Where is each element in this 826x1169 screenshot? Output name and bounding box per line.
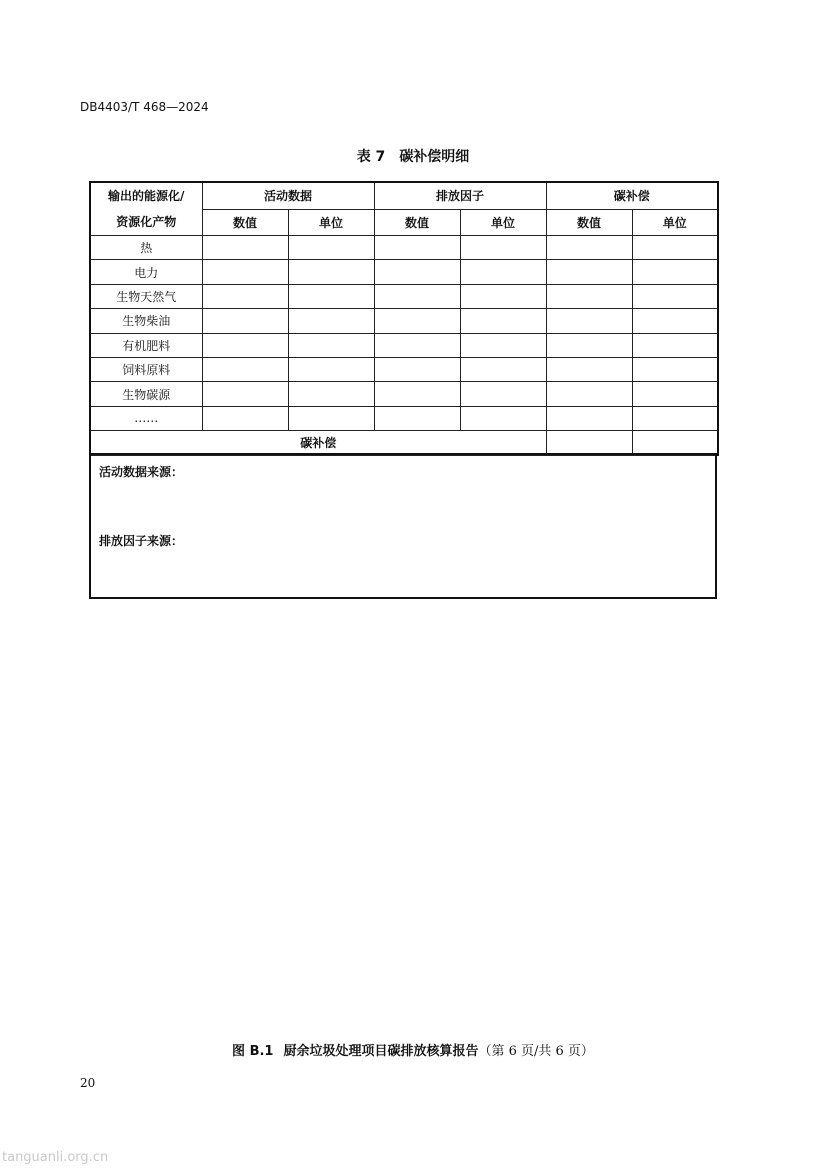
figure-caption bbox=[0, 1040, 826, 1059]
carbon-offset-table bbox=[89, 181, 719, 456]
product-label: 饲料原料 bbox=[90, 357, 202, 381]
table-cell bbox=[374, 406, 460, 430]
table-cell bbox=[374, 357, 460, 381]
product-label: 热 bbox=[90, 236, 202, 260]
document-code: DB4403/T 468—2024 bbox=[80, 100, 209, 114]
subheader-cell: 单位 bbox=[288, 209, 374, 236]
table-cell bbox=[374, 284, 460, 308]
watermark: tanguanli.org.cn bbox=[2, 1150, 109, 1165]
table-cell bbox=[632, 431, 718, 455]
table-cell bbox=[460, 236, 546, 260]
product-label: 生物碳源 bbox=[90, 382, 202, 406]
group-header-carbon-offset: 碳补偿 bbox=[546, 182, 718, 209]
table-row bbox=[90, 382, 718, 406]
table-cell bbox=[202, 236, 288, 260]
table-cell bbox=[632, 333, 718, 357]
product-label: 生物柴油 bbox=[90, 309, 202, 333]
table-cell bbox=[288, 236, 374, 260]
table-cell bbox=[632, 236, 718, 260]
table-cell bbox=[460, 406, 546, 430]
table-cell bbox=[288, 284, 374, 308]
table-cell bbox=[374, 309, 460, 333]
group-header-activity: 活动数据 bbox=[202, 182, 374, 209]
table-cell bbox=[460, 284, 546, 308]
table-cell bbox=[460, 357, 546, 381]
subheader-cell: 数值 bbox=[202, 209, 288, 236]
table-cell bbox=[374, 236, 460, 260]
table-cell bbox=[460, 260, 546, 284]
table-cell bbox=[460, 382, 546, 406]
table-cell bbox=[288, 406, 374, 430]
subheader-cell: 数值 bbox=[546, 209, 632, 236]
row-header-cell bbox=[90, 182, 202, 236]
table-cell bbox=[632, 382, 718, 406]
product-label: 电力 bbox=[90, 260, 202, 284]
table-cell bbox=[632, 284, 718, 308]
table-cell bbox=[460, 333, 546, 357]
sources-box bbox=[89, 453, 717, 599]
table-row bbox=[90, 284, 718, 308]
row-header-line-1: 输出的能源化/ bbox=[108, 189, 185, 203]
table-row bbox=[90, 236, 718, 260]
product-label: …… bbox=[90, 406, 202, 430]
table-cell bbox=[546, 357, 632, 381]
table-cell bbox=[202, 284, 288, 308]
table-cell bbox=[546, 284, 632, 308]
table-row bbox=[90, 309, 718, 333]
table-title bbox=[0, 146, 826, 166]
product-label: 有机肥料 bbox=[90, 333, 202, 357]
table-row bbox=[90, 260, 718, 284]
subheader-cell: 单位 bbox=[632, 209, 718, 236]
table-title-text: 碳补偿明细 bbox=[399, 149, 470, 165]
table-cell bbox=[374, 260, 460, 284]
table-cell bbox=[288, 357, 374, 381]
table-cell bbox=[202, 309, 288, 333]
product-label: 生物天然气 bbox=[90, 284, 202, 308]
figure-title: 厨余垃圾处理项目碳排放核算报告 bbox=[283, 1044, 479, 1059]
table-row bbox=[90, 333, 718, 357]
table-cell bbox=[288, 382, 374, 406]
page-number: 20 bbox=[80, 1076, 96, 1090]
table-cell bbox=[202, 260, 288, 284]
table-cell bbox=[546, 333, 632, 357]
figure-page-note: （第 6 页/共 6 页） bbox=[478, 1044, 594, 1059]
table-cell bbox=[288, 333, 374, 357]
total-label: 碳补偿 bbox=[90, 431, 546, 455]
table-cell bbox=[288, 260, 374, 284]
subheader-cell: 数值 bbox=[374, 209, 460, 236]
table-cell bbox=[546, 431, 632, 455]
total-row bbox=[90, 431, 718, 455]
table-cell bbox=[202, 406, 288, 430]
row-header-line-2: 资源化产物 bbox=[116, 215, 177, 229]
emission-factor-source-label: 排放因子来源： bbox=[99, 534, 184, 548]
table-cell bbox=[288, 309, 374, 333]
table-row bbox=[90, 357, 718, 381]
table-cell bbox=[374, 382, 460, 406]
table-cell bbox=[632, 260, 718, 284]
table-row bbox=[90, 406, 718, 430]
table-cell bbox=[460, 309, 546, 333]
table-cell bbox=[546, 309, 632, 333]
figure-number: 图 B.1 bbox=[232, 1044, 274, 1059]
table-cell bbox=[546, 382, 632, 406]
table-cell bbox=[546, 236, 632, 260]
table-cell bbox=[546, 260, 632, 284]
table-cell bbox=[546, 406, 632, 430]
table-cell bbox=[374, 333, 460, 357]
table-cell bbox=[202, 357, 288, 381]
table-cell bbox=[632, 406, 718, 430]
table-cell bbox=[202, 333, 288, 357]
table-number: 表 7 bbox=[356, 149, 386, 165]
activity-data-source-label: 活动数据来源： bbox=[99, 465, 184, 479]
table-cell bbox=[202, 382, 288, 406]
group-header-emission-factor: 排放因子 bbox=[374, 182, 546, 209]
table-cell bbox=[632, 357, 718, 381]
table-cell bbox=[632, 309, 718, 333]
subheader-cell: 单位 bbox=[460, 209, 546, 236]
